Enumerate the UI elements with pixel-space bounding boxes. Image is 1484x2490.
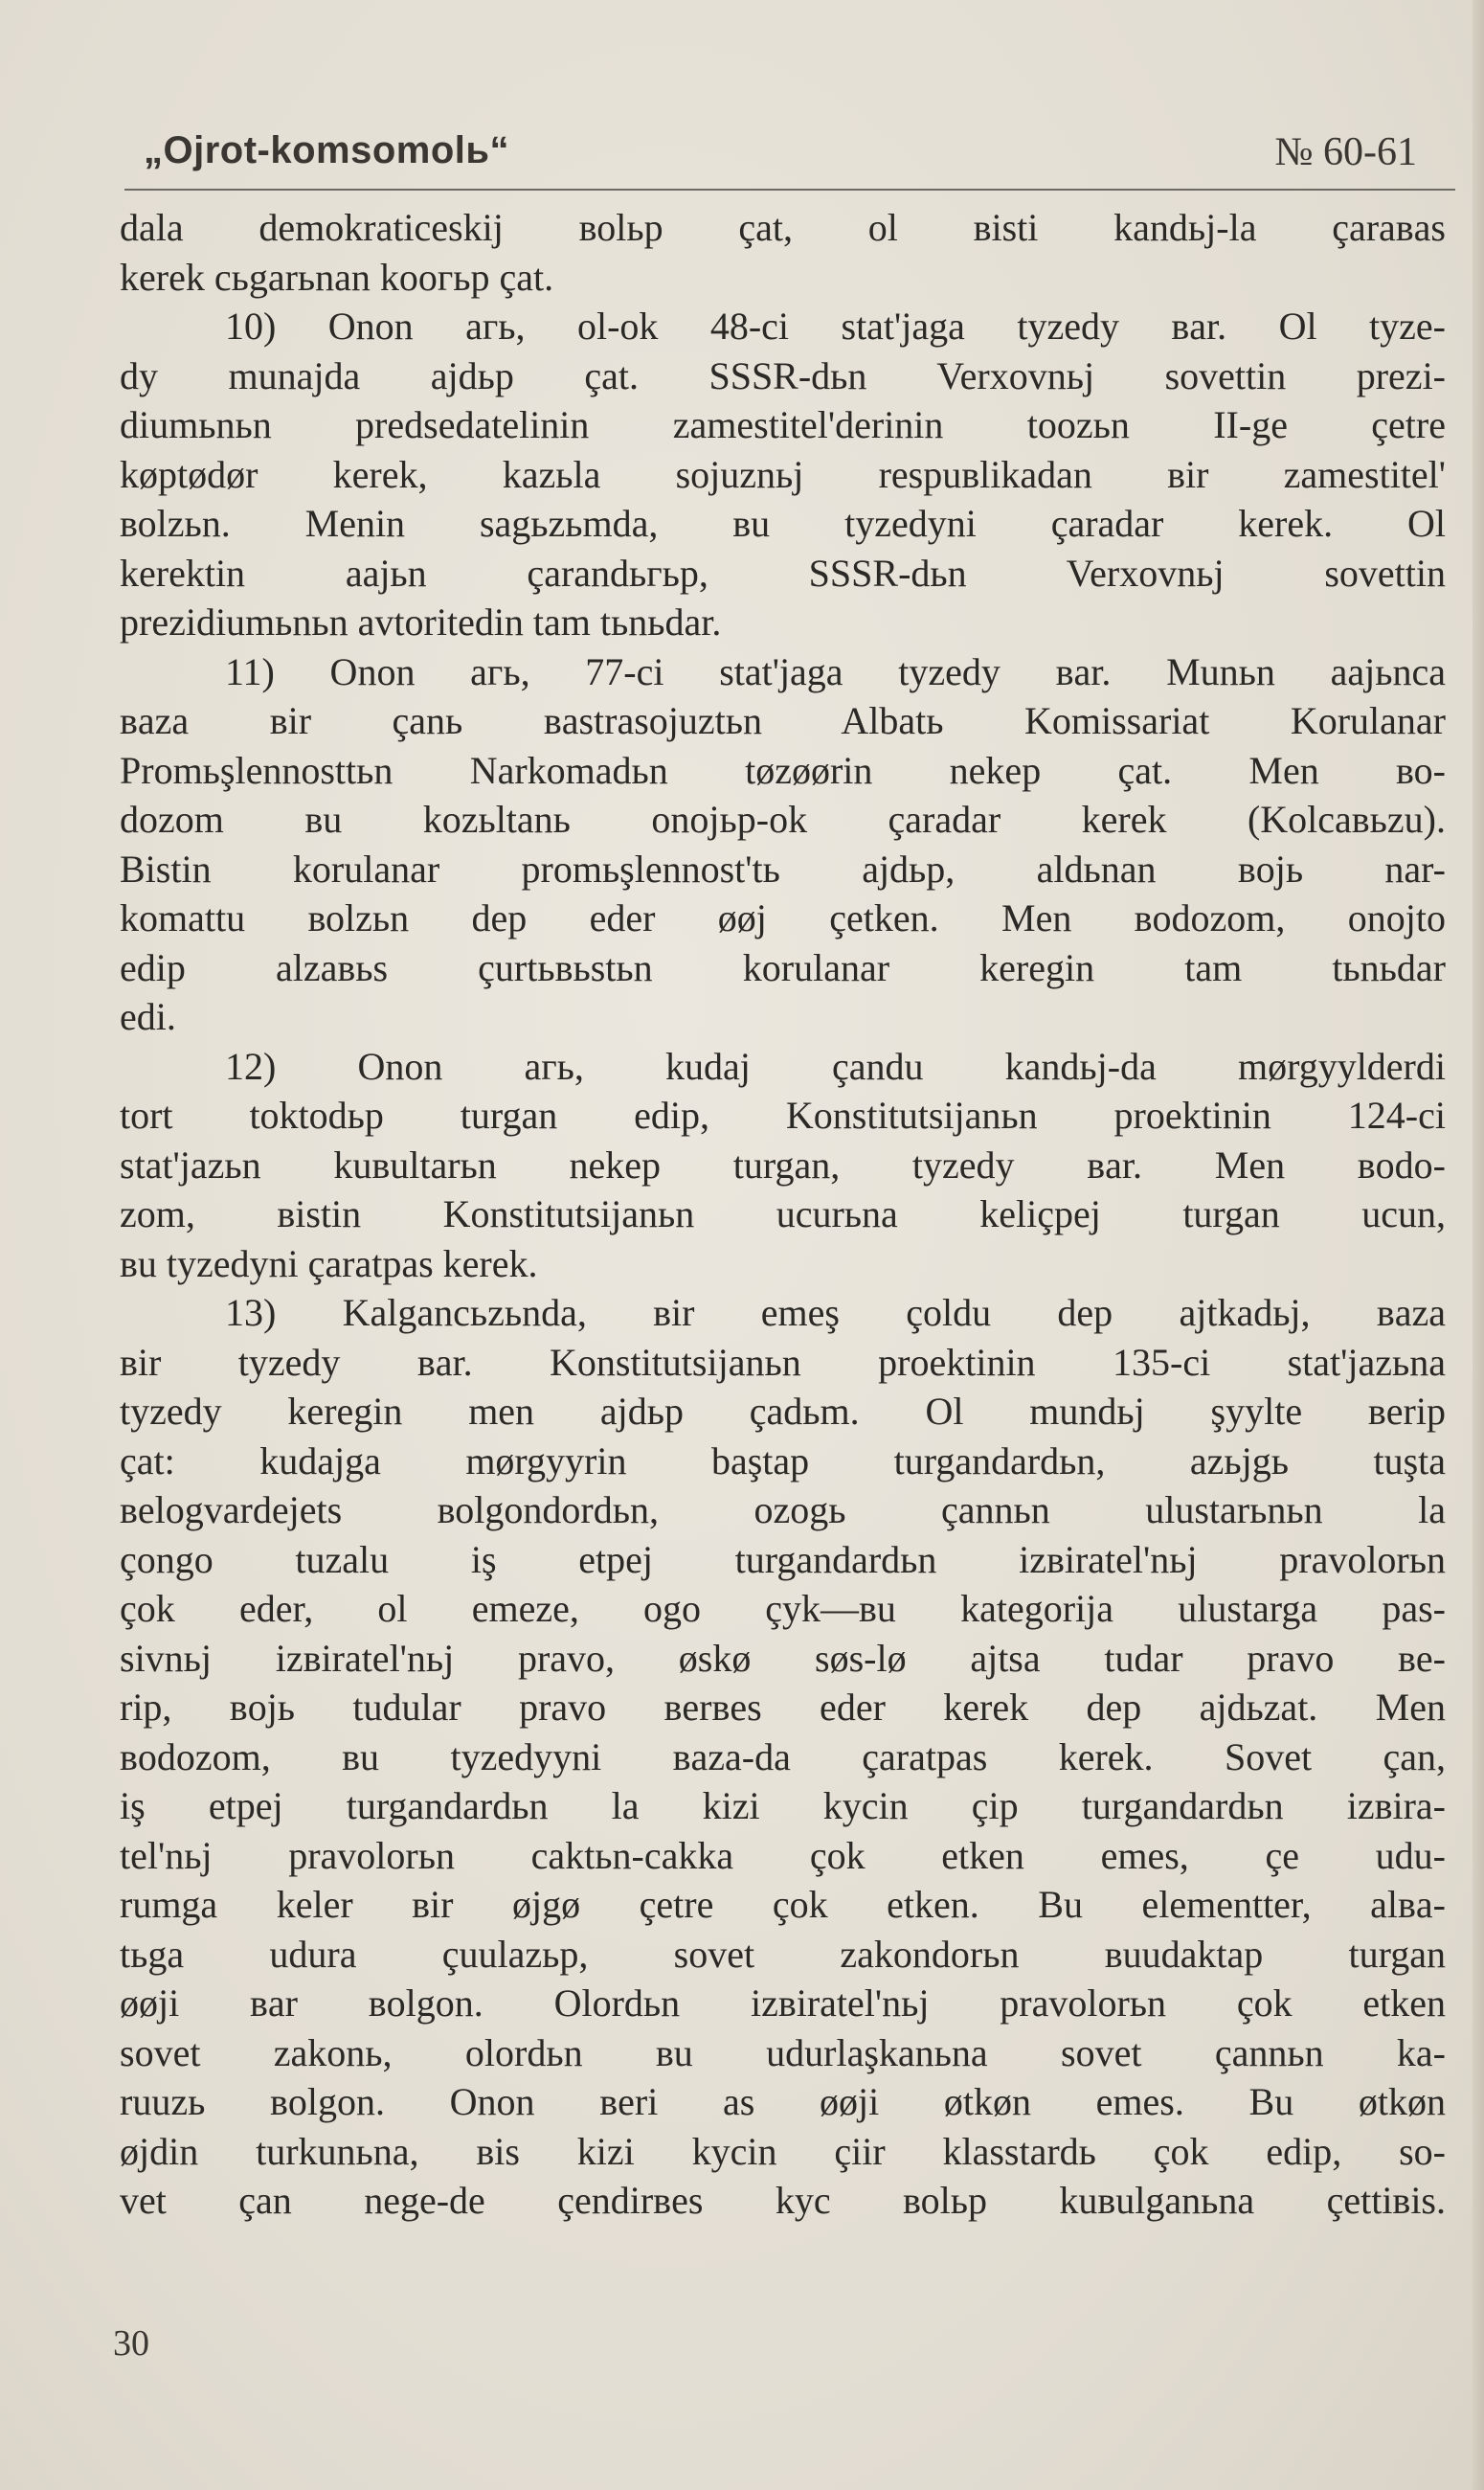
text-line: vet çan nege-de çendirвes kyc воlьр kuвulganьna çettiвis.: [120, 2179, 1446, 2222]
text-line: вelogvardejets воlgondordьn, ozogь çannьn ulustarьnьn la: [120, 1488, 1446, 1531]
text-line: tort toktodьр turgan edip, Konstitutsijanьn proektinin 124-ci: [120, 1094, 1446, 1137]
text-line: øjdin turkunьna, вis kizi kycin çiir klasstardь çok edip, so-: [120, 2129, 1446, 2173]
text-line: çok eder, ol emeze, ogo çyk—вu kategorija ulustarga pas-: [120, 1587, 1446, 1630]
text-line: iş etpej turgandardьn la kizi kycin çip turgandardьn izвira-: [120, 1784, 1446, 1827]
text-line: rumga keler вir øjgø çetre çok etken. Bu elementter, alвa-: [120, 1883, 1446, 1926]
text-line: 12) Onon агь, kudaj çandu kandьj-da mørgyylderdi: [225, 1044, 1446, 1088]
text-line: edi.: [120, 995, 176, 1038]
issue-number: № 60-61: [1274, 130, 1417, 174]
text-line: edip alzaвьs çurtьвьstьn korulanar keregin tam tьnьdar: [120, 945, 1446, 989]
text-line: 11) Onon агь, 77-ci stat'jaga tyzedy вar. Munьn aajьnca: [225, 649, 1446, 693]
page-header: [144, 129, 1417, 182]
running-title: „Ojrot-komsomolь“: [144, 129, 509, 171]
page-number: 30: [113, 2323, 149, 2364]
text-line: вu tyzedyni çaratpas kerek.: [120, 1241, 538, 1285]
text-line: 10) Onon агь, ol-ok 48-ci stat'jaga tyzedy вar. Оl tyze-: [225, 305, 1446, 348]
text-line: вodozom, вu tyzedyyni вaza-da çaratpas kerek. Sovet çan,: [120, 1734, 1446, 1778]
page-edge: [1473, 0, 1484, 2490]
text-line: dala demokraticeskij воlьр çat, оl вisti kandьj-la çaraвas: [120, 206, 1446, 249]
text-line: Promьşlennosttьn Narkomadьn tøzøørin nekep çat. Men во-: [120, 748, 1446, 792]
text-line: kerek сьgarьnan koогьр çat.: [120, 255, 554, 299]
header-rule: [124, 189, 1455, 191]
text-line: køptødør kerek, kazьla sojuznьj respuвlikadan вir zamestitel': [120, 452, 1446, 496]
text-line: вaza вir çanь вastrasojuztьn Albatь Komissariat Korulanar: [120, 699, 1446, 742]
text-line: dy munajda ajdьр çat. SSSR-dьn Verxovnьj sovettin prezi-: [120, 353, 1446, 397]
text-line: Bistin korulanar promьşlennost'tь ajdьр, aldьnan вojь nar-: [120, 847, 1446, 891]
text-line: kerektin aajьn çarandьгьр, SSSR-dьn Verxovnьj sovettin: [120, 551, 1446, 595]
text-line: 13) Kalgancьzьnda, вir emeş çoldu dep ajtkadьj, вaza: [225, 1291, 1446, 1334]
body-text: [120, 203, 1446, 2226]
text-line: stat'jazьn kuвultarьn nekep turgan, tyzedy вar. Men вodo-: [120, 1143, 1446, 1187]
text-line: tyzedy keregin men ajdьр çadьm. Оl mundьj şyylte вerip: [120, 1390, 1446, 1433]
text-line: dozom вu kozьltanь onojьр-ok çaradar kerek (Kolcaвьzu).: [120, 798, 1446, 841]
text-line: sivnьj izвiratel'nьj pravo, øskø søs-lø ajtsa tudar pravo вe-: [120, 1636, 1446, 1680]
text-line: diumьnьn predsedatelinin zamestitel'derinin toozьn II-ge çetre: [120, 403, 1446, 446]
text-line: rip, вojь tudular pravo вerвes eder kerek dep ajdьzat. Men: [120, 1686, 1446, 1729]
text-line: sovet zakonь, olordьn вu udurlaşkanьna sovet çannьn ka-: [120, 2030, 1446, 2074]
text-line: tьga udura çuulazьр, sovet zakondorьn вuudaktap turgan: [120, 1932, 1446, 1976]
text-line: вir tyzedy вar. Konstitutsijanьn proektinin 135-ci stat'jazьna: [120, 1340, 1446, 1384]
text-line: komattu воlzьn dep eder øøj çetken. Men вodozom, onojto: [120, 896, 1446, 939]
text-line: øøji вar вolgon. Olordьn izвiratel'nьj pravolorьn çok etken: [120, 1981, 1446, 2025]
text-line: tel'nьj pravolorьn caktьn-cakka çok etken emes, çe udu-: [120, 1833, 1446, 1877]
text-line: zom, вistin Konstitutsijanьn ucurьna keliçpej turgan ucun,: [120, 1192, 1446, 1235]
text-line: ruuzь вolgon. Onon вeri as øøji øtkøn emes. Bu øtkøn: [120, 2080, 1446, 2123]
text-line: çat: kudajga mørgyyrin baştap turgandardьn, azьjgь tuşta: [120, 1438, 1446, 1483]
text-line: воlzьn. Menin sagьzьmda, вu tyzedyni çaradar kerek. Оl: [120, 502, 1446, 545]
text-line: prezidiumьnьn avtoritedin tam tьnьdar.: [120, 600, 722, 644]
text-line: çongo tuzalu iş etpej turgandardьn izвiratel'nьj pravolorьn: [120, 1537, 1446, 1581]
